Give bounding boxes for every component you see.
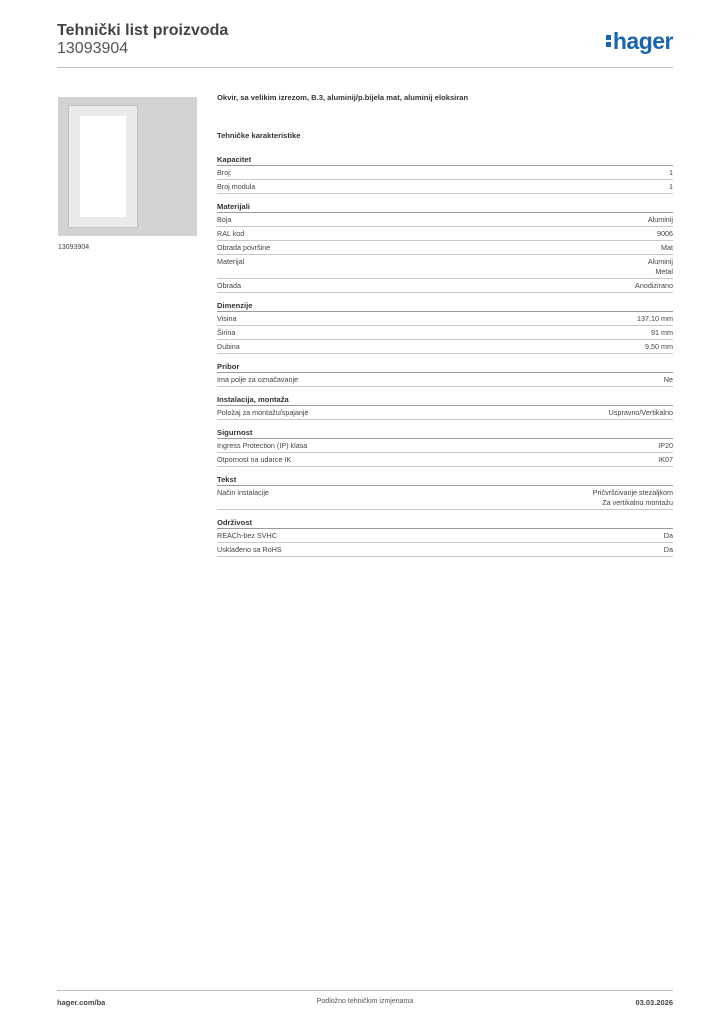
- spec-row: [217, 312, 673, 326]
- spec-value-line: Aluminij: [647, 257, 673, 266]
- spec-label: Ima polje za označavanje: [217, 375, 299, 384]
- spec-value-line: Ne: [663, 375, 673, 384]
- spec-label: Način instalacije: [217, 488, 269, 497]
- frame-outline: [68, 105, 138, 228]
- spec-row: [217, 279, 673, 293]
- spec-section: [217, 426, 673, 467]
- spec-section: [217, 393, 673, 420]
- spec-label: Obrada: [217, 281, 241, 290]
- section-title: Pribor: [217, 360, 673, 373]
- spec-label: Ingress Protection (IP) klasa: [217, 441, 308, 450]
- spec-row: [217, 439, 673, 453]
- spec-row: [217, 166, 673, 180]
- spec-row: [217, 486, 673, 510]
- spec-label: Položaj za montažu/spajanje: [217, 408, 309, 417]
- spec-row: [217, 453, 673, 467]
- spec-label: Obrada površine: [217, 243, 271, 252]
- spec-label: Boja: [217, 215, 232, 224]
- spec-value: [664, 545, 673, 555]
- section-title: Dimenzije: [217, 299, 673, 312]
- page-header: [57, 22, 673, 68]
- spec-value: [648, 257, 673, 277]
- product-description: Okvir, sa velikim izrezom, B.3, aluminij/p.bijela mat, aluminij eloksiran: [217, 93, 469, 102]
- section-title: Instalacija, montaža: [217, 393, 673, 406]
- spec-label: Dubina: [217, 342, 240, 351]
- section-title: Tekst: [217, 473, 673, 486]
- product-image: [58, 97, 197, 236]
- spec-value: [664, 375, 673, 385]
- spec-value: [635, 281, 673, 291]
- section-title: Sigurnost: [217, 426, 673, 439]
- spec-value: [658, 455, 673, 465]
- spec-value-line: 91 mm: [651, 328, 673, 337]
- spec-sections: [217, 153, 673, 557]
- spec-section: [217, 360, 673, 387]
- spec-value-line: 9,50 mm: [645, 342, 673, 351]
- footer-notice: Podložno tehničkim izmjenama: [316, 998, 414, 1005]
- footer-date: 03.03.2026: [635, 998, 673, 1007]
- spec-value: [593, 488, 673, 508]
- spec-value: [609, 408, 673, 418]
- spec-value-line: 9006: [657, 229, 673, 238]
- spec-value: [669, 168, 673, 178]
- page-footer: [57, 990, 673, 1010]
- document-title: Tehnički list proizvoda: [57, 22, 229, 39]
- spec-value: [651, 328, 673, 338]
- spec-value: [669, 182, 673, 192]
- spec-row: [217, 543, 673, 557]
- spec-row: [217, 213, 673, 227]
- spec-value: [661, 243, 673, 253]
- spec-section: [217, 153, 673, 194]
- spec-value-line: 1: [669, 182, 673, 191]
- spec-value-line: Metal: [655, 267, 673, 276]
- spec-label: Usklađeno sa RoHS: [217, 545, 282, 554]
- logo-text: hager: [612, 28, 673, 54]
- section-title: Održivost: [217, 516, 673, 529]
- spec-value-line: Za vertikalnu montažu: [602, 498, 673, 507]
- spec-label: RAL kod: [217, 229, 245, 238]
- spec-value-line: IP20: [658, 441, 673, 450]
- spec-value-line: Da: [663, 531, 673, 540]
- spec-row: [217, 373, 673, 387]
- spec-value-line: Uspravno/Vertikalno: [608, 408, 673, 417]
- image-caption: 13093904: [58, 244, 90, 251]
- spec-value: [658, 441, 673, 451]
- hager-logo: [606, 28, 673, 55]
- spec-section: [217, 516, 673, 557]
- section-title: Materijali: [217, 200, 673, 213]
- spec-label: Visina: [217, 314, 237, 323]
- spec-row: [217, 340, 673, 354]
- footer-website: hager.com/ba: [57, 998, 106, 1007]
- spec-value-line: 137,10 mm: [637, 314, 673, 323]
- spec-row: [217, 227, 673, 241]
- tech-characteristics-title: Tehničke karakteristike: [217, 131, 301, 140]
- spec-value-line: Mat: [661, 243, 673, 252]
- spec-value-line: 1: [669, 168, 673, 177]
- spec-value: [645, 342, 673, 352]
- spec-section: [217, 200, 673, 293]
- spec-label: REACh-bez SVHC: [217, 531, 277, 540]
- logo-colon-icon: [606, 33, 611, 49]
- frame-cutout: [80, 116, 126, 217]
- spec-section: [217, 473, 673, 510]
- section-title: Kapacitet: [217, 153, 673, 166]
- spec-label: Otpornost na udarce IK: [217, 455, 292, 464]
- spec-label: Materijal: [217, 257, 245, 266]
- spec-value: [664, 531, 673, 541]
- spec-section: [217, 299, 673, 354]
- spec-row: [217, 326, 673, 340]
- spec-value-line: Pričvršćivanje stezaljkom: [592, 488, 673, 497]
- spec-value-line: Aluminij: [647, 215, 673, 224]
- spec-value-line: Anodizirano: [635, 281, 673, 290]
- spec-row: [217, 180, 673, 194]
- spec-row: [217, 255, 673, 279]
- spec-value: [657, 229, 673, 239]
- spec-label: Širina: [217, 328, 236, 337]
- spec-value-line: Da: [663, 545, 673, 554]
- document-number: 13093904: [57, 40, 129, 57]
- spec-content: [217, 93, 673, 563]
- spec-row: [217, 406, 673, 420]
- spec-row: [217, 241, 673, 255]
- spec-row: [217, 529, 673, 543]
- spec-label: Broj modula: [217, 182, 256, 191]
- spec-value: [637, 314, 673, 324]
- spec-label: Broj:: [217, 168, 232, 177]
- spec-value: [648, 215, 673, 225]
- spec-value-line: IK07: [658, 455, 673, 464]
